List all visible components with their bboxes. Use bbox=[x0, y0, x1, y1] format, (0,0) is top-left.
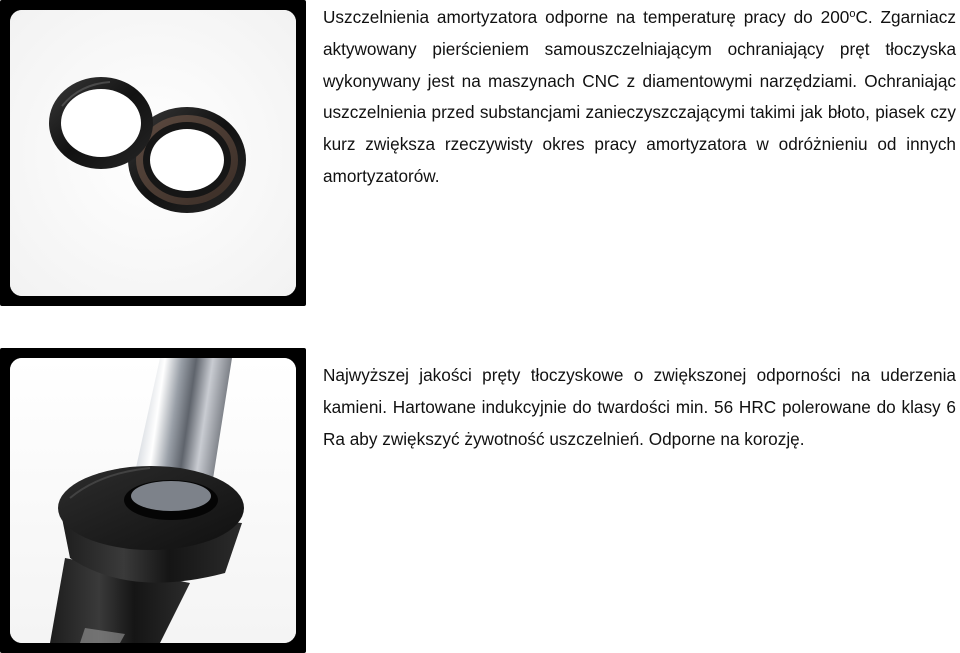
rod-description: Najwyższej jakości pręty tłoczyskowe o zwiększonej odporności na uderzenia kamieni. Hartowane indukcyjnie do twardości min. 56 HRC polerowane do klasy 6 Ra aby zwiększyć żywotność uszczelnień. Odporne na korozję. bbox=[323, 365, 956, 449]
seal-image-panel bbox=[10, 10, 296, 296]
rod-image-frame bbox=[0, 348, 306, 653]
degree-symbol: o bbox=[849, 8, 856, 20]
piston-rod-image bbox=[10, 358, 296, 643]
seal-collar bbox=[58, 466, 244, 583]
seal-description-part2: C. Zgarniacz aktywowany pierścieniem samouszczelniającym ochraniający pręt tłoczyska wykonywany jest na maszynach CNC z diamentowymi narzędziami. Ochraniając uszczelnienia przed substancjami zanieczyszczającymi takimi jak błoto, piasek czy kurz zwiększa rzeczywisty okres pracy amortyzatora w odróżnieniu od innych amortyzatorów. bbox=[323, 7, 956, 186]
seal-ring-left bbox=[49, 77, 153, 169]
seal-description bbox=[323, 2, 956, 193]
rod-image-panel bbox=[10, 358, 296, 643]
seal-description-part1: Uszczelnienia amortyzatora odporne na temperaturę pracy do 200 bbox=[323, 7, 850, 27]
seal-image-frame bbox=[0, 0, 306, 306]
seal-rings-image bbox=[10, 10, 296, 296]
